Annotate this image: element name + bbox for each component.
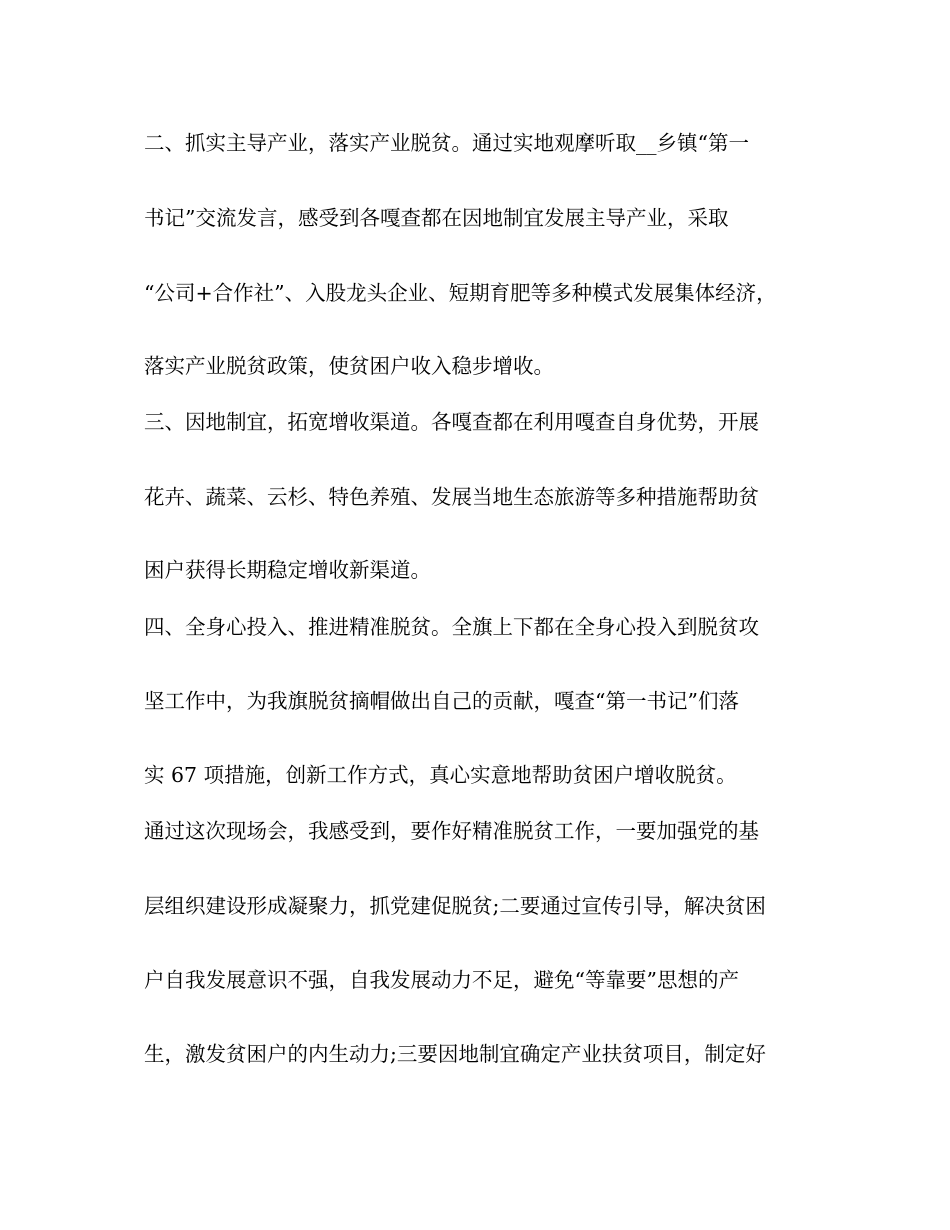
text-line: 坚工作中，为我旗脱贫摘帽做出自己的贡献，嘎查“第一书记”们落 (144, 689, 739, 713)
text-line: 层组织建设形成凝聚力，抓党建促脱贫;二要通过宣传引导，解决贫困 (144, 894, 766, 918)
text-line: 四、全身心投入、推进精准脱贫。全旗上下都在全身心投入到脱贫攻 (144, 615, 759, 639)
text-line: 落实产业脱贫政策，使贫困户收入稳步增收。 (144, 354, 554, 378)
text-line: 户自我发展意识不强，自我发展动力不足，避免“等靠要”思想的产 (144, 968, 739, 992)
text-line: 花卉、蔬菜、云杉、特色养殖、发展当地生态旅游等多种措施帮助贫 (144, 485, 759, 509)
text-line: 三、因地制宜，拓宽增收渠道。各嘎查都在利用嘎查自身优势，开展 (144, 410, 759, 434)
text-line: 实 67 项措施，创新工作方式，真心实意地帮助贫困户增收脱贫。 (144, 763, 737, 787)
text-line: 书记”交流发言，感受到各嘎查都在因地制宜发展主导产业，采取 (144, 206, 729, 230)
text-line: 通过这次现场会，我感受到，要作好精准脱贫工作，一要加强党的基 (144, 819, 759, 843)
text-line: 生，激发贫困户的内生动力;三要因地制宜确定产业扶贫项目，制定好 (144, 1042, 766, 1066)
text-line: “公司+合作社”、入股龙头企业、短期育肥等多种模式发展集体经济， (144, 281, 777, 305)
text-line: 困户获得长期稳定增收新渠道。 (144, 558, 431, 582)
text-line: 二、抓实主导产业，落实产业脱贫。通过实地观摩听取__乡镇“第一 (144, 131, 749, 155)
